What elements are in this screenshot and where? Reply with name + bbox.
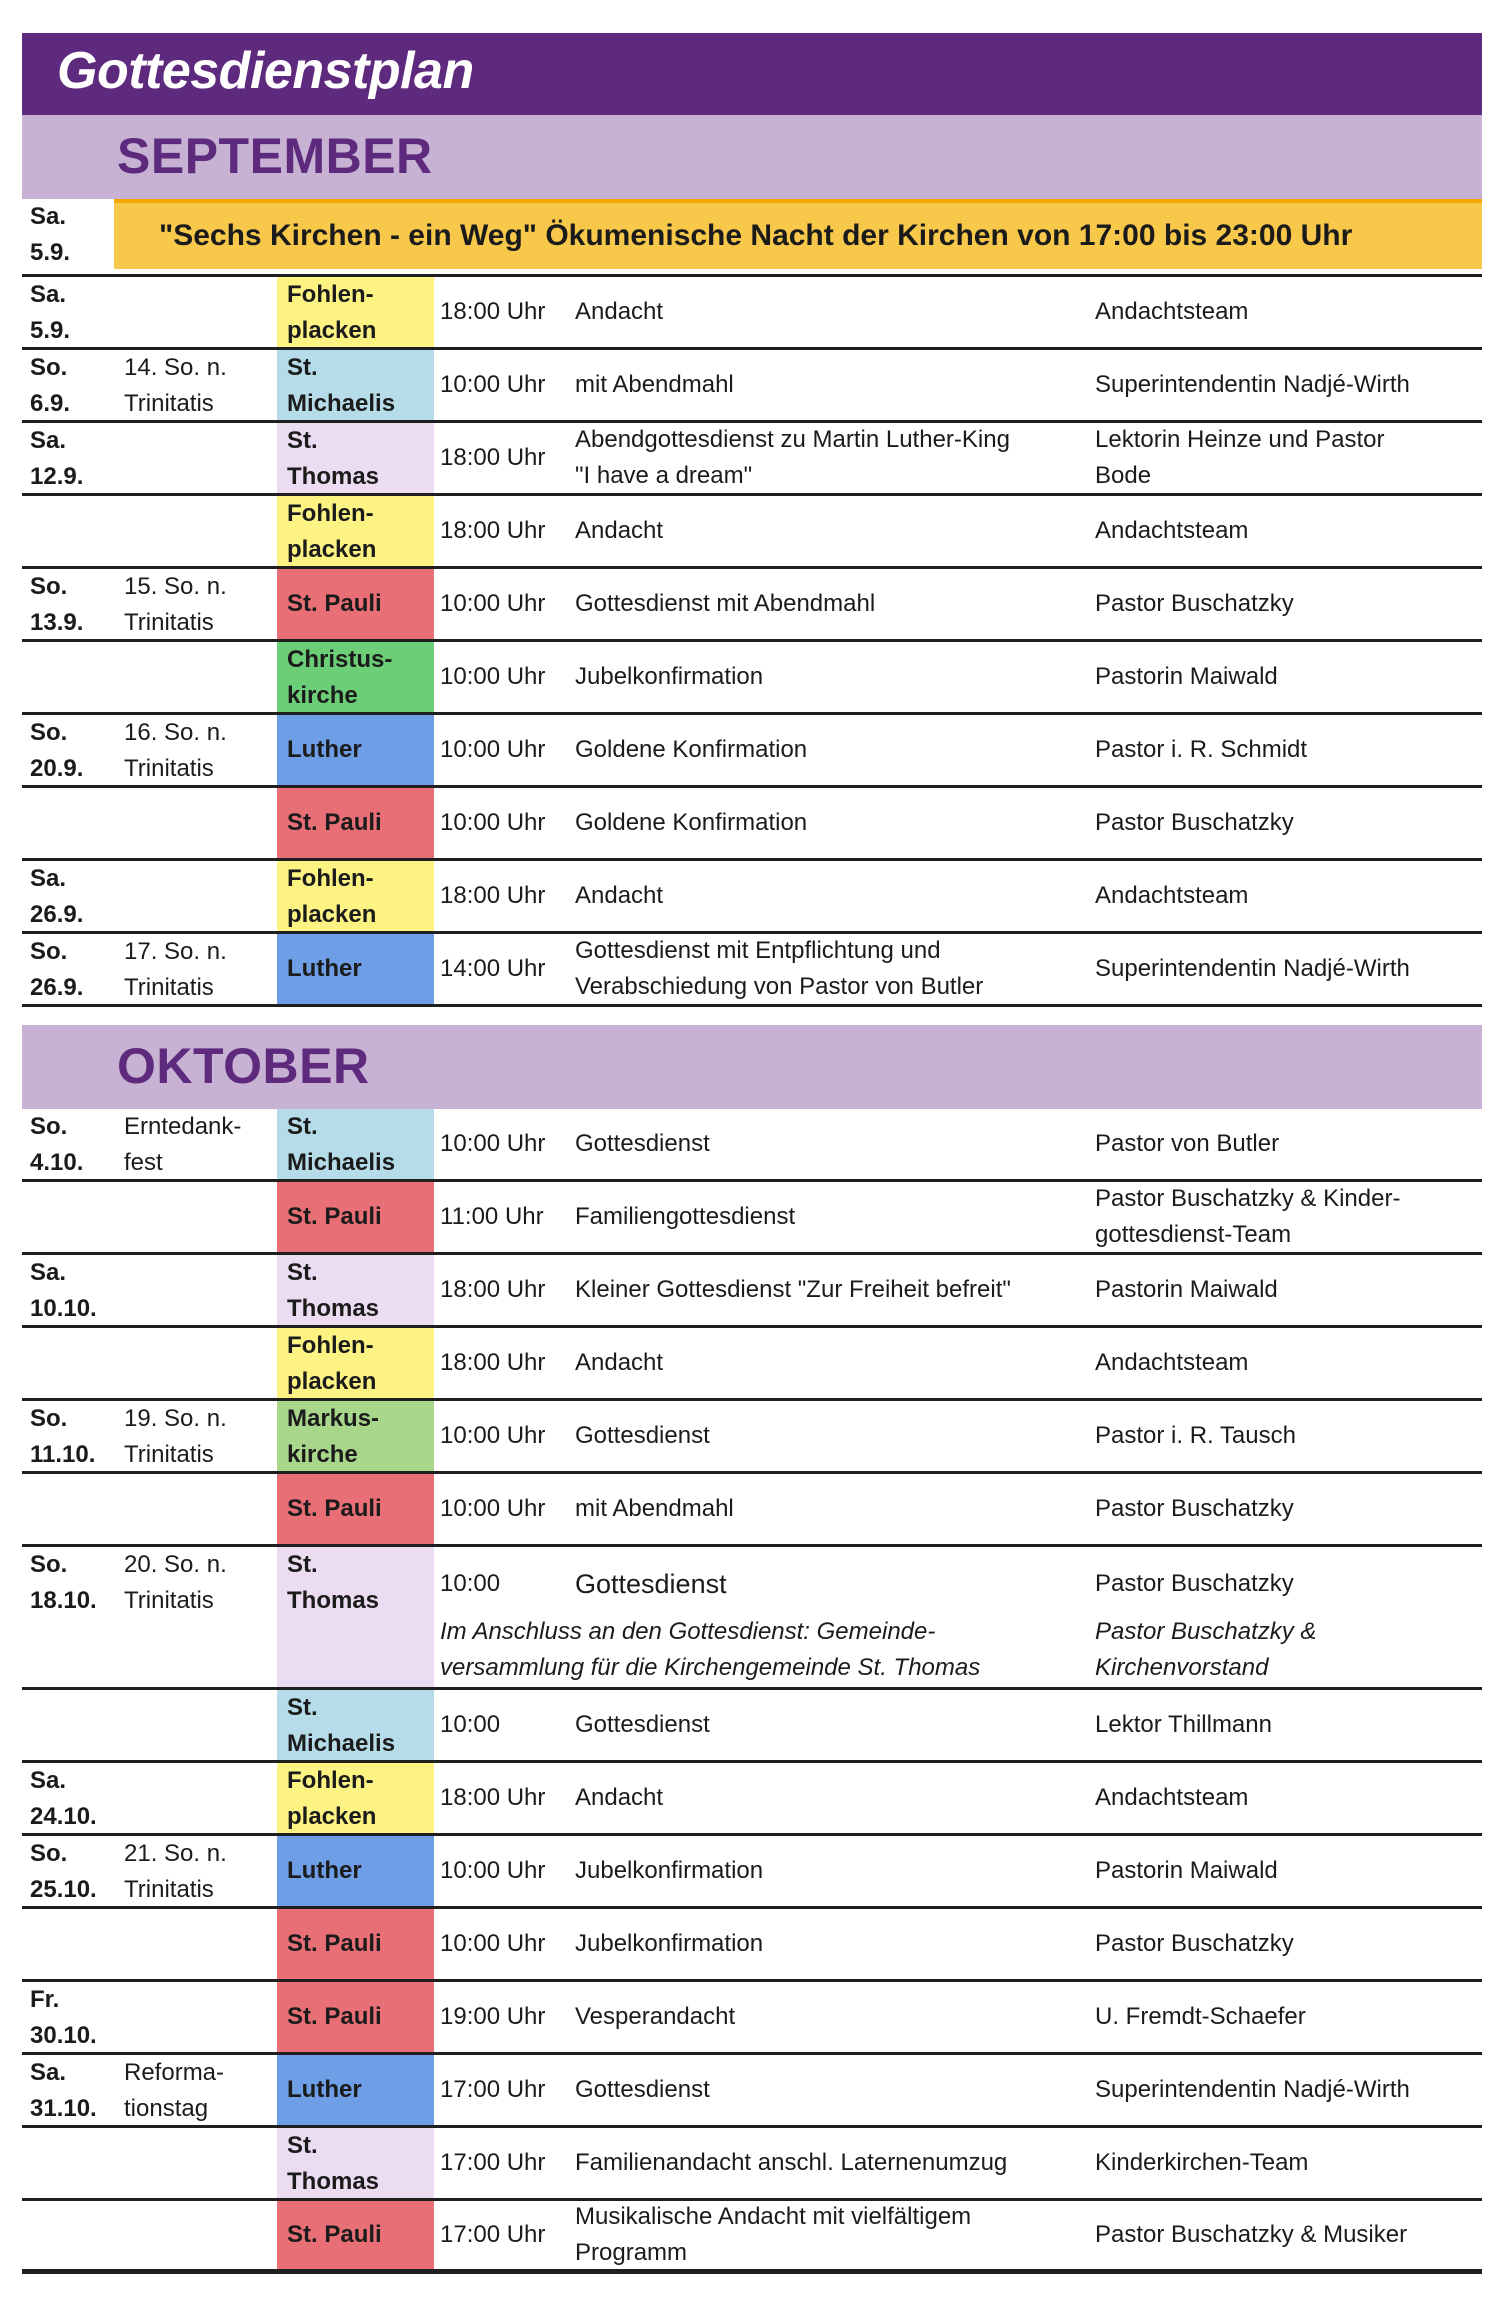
church-year-cell: Erntedank- fest <box>124 1113 242 1176</box>
service-cell: Gottesdienst <box>575 1130 710 1157</box>
month-name: OKTOBER <box>117 1038 370 1094</box>
time-cell: 18:00 Uhr <box>440 1276 546 1303</box>
pastor-cell: Pastorin Maiwald <box>1095 663 1278 690</box>
time-cell: 10:00 Uhr <box>440 809 546 836</box>
pastor-cell: Superintendentin Nadjé-Wirth <box>1095 2076 1410 2103</box>
pastor-cell: Pastor von Butler <box>1095 1130 1280 1157</box>
date-cell: So. 18.10. <box>30 1551 97 1614</box>
church-cell: St. Thomas <box>277 2128 434 2198</box>
church-cell: Fohlen- placken <box>277 1328 434 1398</box>
church-year-cell: Reforma- tionstag <box>124 2059 225 2122</box>
note-cell: Im Anschluss an den Gottesdienst: Gemeinde- versammlung für die Kirchengemeinde St. Thomas <box>440 1617 981 1681</box>
oktober-rows <box>22 1109 1482 2274</box>
service-cell: Musikalische Andacht mit vielfältigem Programm <box>575 2203 972 2266</box>
service-cell: Jubelkonfirmation <box>575 663 764 690</box>
church-cell: St. Michaelis <box>277 1109 434 1179</box>
church-cell: Luther <box>277 2055 434 2125</box>
church-cell: St. Michaelis <box>277 1690 434 1760</box>
page-title: Gottesdienstplan <box>57 42 474 100</box>
church-cell: Christus- kirche <box>277 642 434 712</box>
pastor-cell: Pastor Buschatzky & Kinder- gottesdienst-Team <box>1095 1185 1401 1248</box>
schedule-row <box>22 1690 1482 1763</box>
note-pastor-cell: Pastor Buschatzky & Kirchenvorstand <box>1095 1617 1317 1681</box>
service-cell: mit Abendmahl <box>575 1495 734 1522</box>
schedule-row <box>22 1109 1482 1182</box>
time-cell: 14:00 Uhr <box>440 955 546 982</box>
pastor-cell: Andachtsteam <box>1095 1349 1249 1376</box>
pastor-cell: Superintendentin Nadjé-Wirth <box>1095 371 1410 398</box>
schedule-row <box>22 788 1482 861</box>
time-cell: 18:00 Uhr <box>440 517 546 544</box>
time-cell: 10:00 Uhr <box>440 736 546 763</box>
pastor-cell: Lektorin Heinze und Pastor Bode <box>1095 426 1385 489</box>
church-year-cell: 21. So. n. Trinitatis <box>124 1840 227 1903</box>
time-cell: 10:00 Uhr <box>440 1495 546 1522</box>
church-year-cell: 20. So. n. Trinitatis <box>124 1551 227 1614</box>
church-cell: Luther <box>277 715 434 785</box>
schedule-row <box>22 1255 1482 1328</box>
service-cell: Gottesdienst <box>575 1568 727 1599</box>
church-year-cell: 14. So. n. Trinitatis <box>124 354 227 417</box>
time-cell: 10:00 Uhr <box>440 1857 546 1884</box>
schedule-row <box>22 642 1482 715</box>
schedule-row <box>22 1547 1482 1690</box>
title-bar <box>22 33 1482 115</box>
service-cell: Abendgottesdienst zu Martin Luther-King "I have a dream" <box>575 426 1010 489</box>
schedule-row <box>22 1836 1482 1909</box>
pastor-cell: Pastor i. R. Schmidt <box>1095 736 1308 763</box>
time-cell: 10:00 Uhr <box>440 1930 546 1957</box>
date-cell: Sa. 12.9. <box>30 427 84 490</box>
pastor-cell: Pastor Buschatzky <box>1095 809 1294 836</box>
service-cell: Goldene Konfirmation <box>575 809 808 836</box>
service-cell: Gottesdienst mit Abendmahl <box>575 590 876 617</box>
time-cell: 18:00 Uhr <box>440 298 546 325</box>
service-cell: Jubelkonfirmation <box>575 1857 764 1884</box>
service-cell: Andacht <box>575 298 664 325</box>
september-rows <box>22 277 1482 1007</box>
date-cell: So. 11.10. <box>30 1405 96 1468</box>
schedule-page <box>22 33 1482 2274</box>
schedule-row <box>22 423 1482 496</box>
church-cell: Luther <box>277 1836 434 1906</box>
pastor-cell: U. Fremdt-Schaefer <box>1095 2003 1306 2030</box>
date-cell: So. 20.9. <box>30 719 84 782</box>
date-cell: Sa. 26.9. <box>30 865 84 928</box>
church-cell: Fohlen- placken <box>277 277 434 347</box>
schedule-row <box>22 1401 1482 1474</box>
time-cell: 18:00 Uhr <box>440 1784 546 1811</box>
time-cell: 10:00 <box>440 1711 501 1738</box>
date-cell: So. 25.10. <box>30 1840 97 1903</box>
service-cell: Gottesdienst mit Entpflichtung und Verabschiedung von Pastor von Butler <box>575 937 984 1000</box>
pastor-cell: Pastor i. R. Tausch <box>1095 1422 1296 1449</box>
church-cell: St. Pauli <box>277 1982 434 2052</box>
schedule-row <box>22 2201 1482 2274</box>
time-cell: 17:00 Uhr <box>440 2149 546 2176</box>
date-cell: Sa. 10.10. <box>30 1259 97 1322</box>
ecumenical-night-banner: "Sechs Kirchen - ein Weg" Ökumenische Nacht der Kirchen von 17:00 bis 23:00 Uhr <box>114 199 1482 269</box>
pastor-cell: Pastor Buschatzky <box>1095 1495 1294 1522</box>
time-cell: 10:00 Uhr <box>440 1130 546 1157</box>
pastor-cell: Pastor Buschatzky <box>1095 590 1294 617</box>
church-cell: St. Pauli <box>277 569 434 639</box>
church-year-cell: 19. So. n. Trinitatis <box>124 1405 227 1468</box>
time-cell: 10:00 Uhr <box>440 590 546 617</box>
schedule-row <box>22 1763 1482 1836</box>
month-header-oktober <box>22 1025 1482 1109</box>
service-cell: Andacht <box>575 1784 664 1811</box>
date-cell: Sa. 24.10. <box>30 1767 97 1830</box>
pastor-cell: Andachtsteam <box>1095 882 1249 909</box>
church-cell: St. Michaelis <box>277 350 434 420</box>
church-year-cell: 17. So. n. Trinitatis <box>124 938 227 1001</box>
time-cell: 17:00 Uhr <box>440 2076 546 2103</box>
schedule-row <box>22 569 1482 642</box>
time-cell: 10:00 Uhr <box>440 1422 546 1449</box>
schedule-row <box>22 277 1482 350</box>
church-cell: Fohlen- placken <box>277 496 434 566</box>
date-cell: So. 6.9. <box>30 354 71 417</box>
church-year-cell: 15. So. n. Trinitatis <box>124 573 227 636</box>
schedule-row <box>22 1474 1482 1547</box>
pastor-cell: Pastorin Maiwald <box>1095 1276 1278 1303</box>
church-cell: Markus- kirche <box>277 1401 434 1471</box>
date-cell: So. 26.9. <box>30 938 84 1001</box>
month-name: SEPTEMBER <box>117 128 433 184</box>
pastor-cell: Andachtsteam <box>1095 298 1249 325</box>
pastor-cell: Pastor Buschatzky & Musiker <box>1095 2221 1408 2248</box>
church-cell: St. Pauli <box>277 1182 434 1252</box>
schedule-row <box>22 715 1482 788</box>
church-cell: St. Pauli <box>277 1909 434 1979</box>
service-cell: Andacht <box>575 1349 664 1376</box>
time-cell: 10:00 Uhr <box>440 663 546 690</box>
schedule-row <box>22 2055 1482 2128</box>
time-cell: 11:00 Uhr <box>440 1203 544 1230</box>
time-cell: 17:00 Uhr <box>440 2221 546 2248</box>
service-cell: Familiengottesdienst <box>575 1203 796 1230</box>
schedule-row <box>22 934 1482 1007</box>
date-cell: So. 4.10. <box>30 1113 84 1176</box>
church-cell: St. Thomas <box>277 1547 434 1687</box>
pastor-cell: Lektor Thillmann <box>1095 1711 1272 1738</box>
service-cell: Gottesdienst <box>575 1711 710 1738</box>
month-header-september <box>22 115 1482 199</box>
date-cell: Sa. 5.9. <box>30 281 71 344</box>
pastor-cell: Pastorin Maiwald <box>1095 1857 1278 1884</box>
time-cell: 10:00 Uhr <box>440 371 546 398</box>
banner-row <box>22 199 1482 277</box>
banner-date: Sa. 5.9. <box>30 203 71 266</box>
church-cell: Luther <box>277 934 434 1004</box>
pastor-cell: Andachtsteam <box>1095 517 1249 544</box>
service-cell: Andacht <box>575 517 664 544</box>
service-cell: Familienandacht anschl. Laternenumzug <box>575 2149 1008 2176</box>
time-cell: 18:00 Uhr <box>440 1349 546 1376</box>
pastor-cell: Pastor Buschatzky <box>1095 1930 1294 1957</box>
service-cell: Vesperandacht <box>575 2003 736 2030</box>
church-cell: St. Pauli <box>277 788 434 858</box>
service-cell: Gottesdienst <box>575 2076 710 2103</box>
time-cell: 10:00 <box>440 1569 501 1597</box>
pastor-cell: Kinderkirchen-Team <box>1095 2149 1309 2176</box>
service-cell: Gottesdienst <box>575 1422 710 1449</box>
service-cell: Jubelkonfirmation <box>575 1930 764 1957</box>
church-year-cell: 16. So. n. Trinitatis <box>124 719 227 782</box>
time-cell: 18:00 Uhr <box>440 444 546 471</box>
church-cell: Fohlen- placken <box>277 861 434 931</box>
service-cell: Kleiner Gottesdienst "Zur Freiheit befreit" <box>575 1276 1011 1303</box>
pastor-cell: Superintendentin Nadjé-Wirth <box>1095 955 1410 982</box>
schedule-row <box>22 861 1482 934</box>
pastor-cell: Andachtsteam <box>1095 1784 1249 1811</box>
pastor-cell: Pastor Buschatzky <box>1095 1569 1294 1597</box>
schedule-row <box>22 1982 1482 2055</box>
service-cell: Goldene Konfirmation <box>575 736 808 763</box>
service-cell: Andacht <box>575 882 664 909</box>
date-cell: So. 13.9. <box>30 573 84 636</box>
schedule-row <box>22 350 1482 423</box>
service-cell: mit Abendmahl <box>575 371 734 398</box>
date-cell: Fr. 30.10. <box>30 1986 97 2049</box>
church-cell: Fohlen- placken <box>277 1763 434 1833</box>
schedule-row <box>22 1182 1482 1255</box>
date-cell: Sa. 31.10. <box>30 2059 97 2122</box>
church-cell: St. Thomas <box>277 1255 434 1325</box>
church-cell: St. Thomas <box>277 423 434 493</box>
schedule-row <box>22 2128 1482 2201</box>
church-cell: St. Pauli <box>277 2201 434 2269</box>
schedule-row <box>22 1909 1482 1982</box>
schedule-row <box>22 1328 1482 1401</box>
church-cell: St. Pauli <box>277 1474 434 1544</box>
schedule-row <box>22 496 1482 569</box>
time-cell: 18:00 Uhr <box>440 882 546 909</box>
time-cell: 19:00 Uhr <box>440 2003 546 2030</box>
